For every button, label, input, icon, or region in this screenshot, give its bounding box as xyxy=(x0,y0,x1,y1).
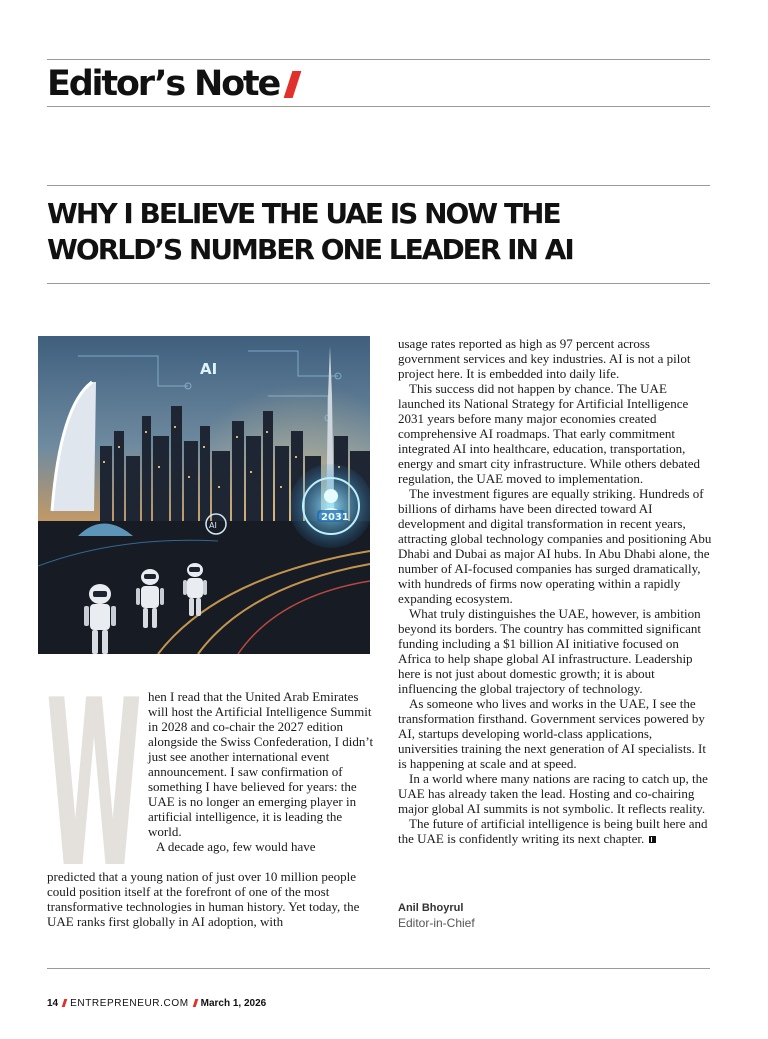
paragraph-5: What truly distinguishes the UAE, however, is ambition beyond its borders. The country has committed significant funding including a $1 billion AI initiative focused on Africa to help shape global AI infrastructure. Leadership here is not just about domestic growth; it is about influencing the global trajectory of technology. xyxy=(398,606,702,696)
top-rule xyxy=(47,59,710,60)
dropcap-letter xyxy=(45,680,143,866)
left-column-bottom-text xyxy=(47,869,372,929)
author-name: Anil Bhoyrul xyxy=(398,902,464,914)
red-slash-mark xyxy=(284,71,302,98)
sky-ai-text: AI xyxy=(200,360,218,378)
section-title xyxy=(47,62,297,106)
page-number: 14 xyxy=(47,998,59,1009)
paragraph-4: The investment figures are equally striking. Hundreds of billions of dirhams have been directed toward AI development and digital transformation in recent years, attracting global technology companies and positioning Abu Dhabi and Dubai as major AI hubs. In Abu Dhabi alone, the number of AI-focused companies has surged dramatically, with hundreds of firms now operating within a rapidly expanding ecosystem. xyxy=(398,486,712,606)
section-rule xyxy=(47,106,710,107)
hero-image xyxy=(38,336,370,654)
headline-bottom-rule xyxy=(47,283,710,284)
page-footer xyxy=(47,998,266,1009)
end-mark-icon xyxy=(649,836,656,843)
article-headline xyxy=(47,196,707,268)
paragraph-2-start: A decade ago, few would have xyxy=(156,839,316,854)
right-column-text xyxy=(398,336,712,846)
paragraph-2-continued: predicted that a young nation of just over 10 million people could position itself at the forefront of one of the most transformative technologies in human history. Yet today, the UAE ranks first globally in AI adoption, with xyxy=(47,869,360,929)
headline-top-rule xyxy=(47,185,710,186)
badge-2031-text: 2031 xyxy=(321,512,349,523)
footer-slash-mark-2 xyxy=(192,999,198,1007)
paragraph-2-end: usage rates reported as high as 97 percent across government services and key industries. AI is not a pilot project here. It is embedded into daily life. xyxy=(398,336,691,381)
intro-paragraph: hen I read that the United Arab Emirates will host the Artificial Intelligence Summit in 2028 and co-chair the 2027 edition alongside the Swiss Confederation, I didn’t just see another international event announcement. I saw confirmation of something I have believed for years: the UAE is no longer an emerging player in artificial intelligence, it is leading the world. xyxy=(148,689,374,839)
headline-line-2: WORLD’S NUMBER ONE LEADER IN AI xyxy=(47,233,573,266)
author-role: Editor-in-Chief xyxy=(398,916,475,930)
ai-city-illustration xyxy=(38,336,370,654)
paragraph-8 xyxy=(398,816,712,846)
paragraph-7: In a world where many nations are racing to catch up, the UAE has already taken the lead. Hosting and co-chairing major global AI summits is not symbolic. It reflects reality. xyxy=(398,771,708,816)
footer-date: March 1, 2026 xyxy=(200,998,267,1009)
section-title-text: Editor’s Note xyxy=(47,64,279,104)
footer-website: ENTREPRENEUR.COM xyxy=(70,998,189,1009)
paragraph-8-text: The future of artificial intelligence is being built here and the UAE is confidently writing its next chapter. xyxy=(398,816,708,846)
stamp-ai-text: AI xyxy=(209,521,217,530)
paragraph-6: As someone who lives and works in the UAE, I see the transformation firsthand. Government services powered by AI, startups developing world-class applications, universities training the next generation of AI specialists. It is happening at scale and at speed. xyxy=(398,696,706,771)
left-column-top-text xyxy=(148,689,376,854)
footer-rule xyxy=(47,968,710,969)
footer-slash-mark xyxy=(62,999,68,1007)
headline-line-1: WHY I BELIEVE THE UAE IS NOW THE xyxy=(47,197,560,230)
svg-text:W: W xyxy=(46,680,142,866)
paragraph-3: This success did not happen by chance. The UAE launched its National Strategy for Artificial Intelligence 2031 years before many major economies created comprehensive AI roadmaps. That early commitment integrated AI into healthcare, education, transportation, energy and smart city infrastructure. While others debated regulation, the UAE moved to implementation. xyxy=(398,381,701,486)
